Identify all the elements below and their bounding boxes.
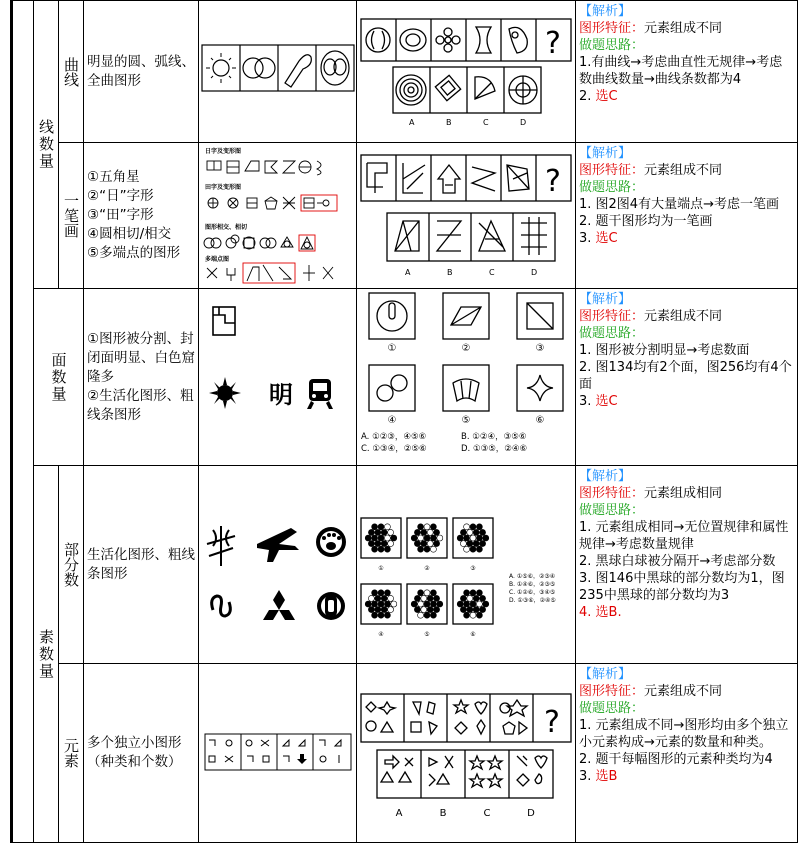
examples-elements	[199, 664, 357, 843]
ball	[418, 612, 424, 618]
ball	[384, 612, 390, 618]
sub-curve: 曲线	[59, 1, 84, 143]
ball	[368, 607, 374, 613]
svg-text:D. ①③⑤，②④⑥: D. ①③⑤，②④⑥	[461, 444, 528, 454]
svg-text:A: A	[395, 808, 403, 819]
svg-text:⑤: ⑤	[461, 415, 471, 426]
face-example-figures	[199, 289, 357, 461]
ball	[460, 595, 466, 601]
ball	[375, 607, 381, 613]
ball	[368, 595, 374, 601]
ball	[424, 546, 430, 552]
arrow-down-icon	[297, 754, 307, 764]
ball	[414, 595, 420, 601]
ball	[378, 590, 384, 596]
sub-one-stroke: 一笔画	[59, 143, 84, 289]
ball	[414, 607, 420, 613]
section-line-label: 线数量	[34, 1, 59, 289]
svg-text:图形相交、相切: 图形相交、相切	[205, 224, 248, 231]
ball	[473, 607, 479, 613]
question-face	[357, 289, 576, 466]
ball	[473, 595, 479, 601]
ball	[375, 595, 381, 601]
ball	[483, 601, 489, 607]
examples-curve	[199, 1, 357, 143]
question-mark-icon: ?	[545, 164, 561, 199]
ball	[430, 612, 436, 618]
svg-text:C: C	[489, 268, 495, 277]
svg-text:C. ①③④，②⑤⑥: C. ①③④，②⑤⑥	[361, 444, 427, 454]
part-count-example-figures	[199, 466, 357, 659]
ball	[372, 601, 378, 607]
feature-one-stroke: ①五角星 ②“日”字形 ③“田”字形 ④圆相切/相交 ⑤多端点的图形	[84, 143, 199, 289]
analysis-part-count: 【解析】 图形特征：元素组成相同 做题思路： 1. 元素组成相同→无位置规律和属性规律→考虑数量规律 2. 黑球白球被分隔开→考虑部分数 3. 图146中黑球的部分数均为1，图235中黑球的部分数均为3 4. 选B.	[576, 466, 798, 664]
ball	[418, 601, 424, 607]
elements-example-figures	[199, 664, 357, 838]
svg-text:⑤: ⑤	[424, 631, 430, 638]
ball	[411, 601, 417, 607]
ball	[434, 541, 440, 547]
ball	[388, 529, 394, 535]
ball	[476, 612, 482, 618]
ball	[378, 535, 384, 541]
ball	[424, 535, 430, 541]
ball	[470, 546, 476, 552]
svg-text:明: 明	[269, 381, 293, 409]
ball	[421, 541, 427, 547]
ball	[476, 524, 482, 530]
ball	[427, 595, 433, 601]
one-stroke-question-figure	[357, 143, 576, 284]
svg-text:④: ④	[387, 415, 397, 426]
svg-text:田字及变形图: 田字及变形图	[205, 184, 242, 191]
ball	[460, 607, 466, 613]
svg-text:C: C	[483, 808, 491, 819]
svg-text:①: ①	[378, 565, 384, 572]
feature-face: ①图形被分割、封闭面明显、白色窟隆多 ②生活化图形、粗线条图形	[84, 289, 199, 466]
ball	[430, 590, 436, 596]
sub-elements: 元素	[59, 664, 84, 843]
ball	[473, 529, 479, 535]
svg-text:A: A	[405, 268, 411, 277]
ball	[384, 601, 390, 607]
ball	[430, 601, 436, 607]
analysis-one-stroke: 【解析】 图形特征：元素组成不同 做题思路： 1. 图2图4有大量端点→考虑一笔画 2. 题干图形均为一笔画 3. 选C	[576, 143, 798, 289]
ball	[460, 529, 466, 535]
question-mark-icon: ?	[544, 705, 560, 740]
svg-text:A. ①②③，④⑤⑥: A. ①②③，④⑤⑥	[361, 432, 427, 442]
ball	[430, 535, 436, 541]
face-question-figure	[357, 289, 576, 461]
ball	[384, 535, 390, 541]
ball	[381, 529, 387, 535]
ball	[464, 601, 470, 607]
ball	[421, 529, 427, 535]
curve-example-figures	[199, 1, 357, 138]
feature-curve: 明显的圆、弧线、全曲图形	[84, 1, 199, 143]
ball	[424, 590, 430, 596]
ball	[384, 524, 390, 530]
ball	[375, 529, 381, 535]
ball	[375, 541, 381, 547]
ball	[476, 590, 482, 596]
ball	[378, 546, 384, 552]
ball	[480, 529, 486, 535]
ball	[470, 535, 476, 541]
ball	[418, 535, 424, 541]
ball	[434, 607, 440, 613]
svg-text:A: A	[409, 118, 415, 127]
ball	[365, 535, 371, 541]
ball	[388, 607, 394, 613]
ball	[464, 590, 470, 596]
svg-text:①: ①	[387, 343, 397, 354]
svg-text:③: ③	[470, 565, 476, 572]
ball	[437, 601, 443, 607]
ball	[430, 546, 436, 552]
ball	[470, 612, 476, 618]
curve-question-figure	[357, 1, 576, 138]
left-margin-col	[12, 1, 34, 843]
svg-text:B: B	[439, 808, 447, 819]
section-face-label: 面数量	[34, 289, 84, 466]
ball	[384, 546, 390, 552]
row-curve	[12, 1, 798, 143]
ball	[464, 535, 470, 541]
ball	[388, 595, 394, 601]
ball	[424, 612, 430, 618]
ball	[414, 541, 420, 547]
ball	[467, 541, 473, 547]
ball	[372, 612, 378, 618]
examples-face	[199, 289, 357, 466]
svg-text:D: D	[527, 808, 535, 819]
ball	[414, 529, 420, 535]
ball	[427, 607, 433, 613]
ball	[427, 541, 433, 547]
ball	[480, 595, 486, 601]
svg-text:③: ③	[535, 343, 545, 354]
svg-text:⑥: ⑥	[535, 415, 545, 426]
row-elements	[12, 664, 798, 843]
question-elements	[357, 664, 576, 843]
ball	[473, 541, 479, 547]
ball	[388, 541, 394, 547]
svg-text:④: ④	[378, 631, 384, 638]
row-part-count	[12, 466, 798, 664]
ball	[418, 546, 424, 552]
ball	[372, 546, 378, 552]
feature-part-count: 生活化图形、粗线条图形	[84, 466, 199, 664]
ball	[460, 541, 466, 547]
ball	[434, 595, 440, 601]
ball	[381, 607, 387, 613]
row-face	[12, 289, 798, 466]
ball	[430, 524, 436, 530]
ball	[427, 529, 433, 535]
svg-text:B. ①④⑥，②③⑤: B. ①④⑥，②③⑤	[509, 581, 556, 588]
ball	[418, 590, 424, 596]
ball	[368, 529, 374, 535]
svg-text:多端点图: 多端点图	[205, 256, 230, 263]
feature-elements: 多个独立小图形（种类和个数）	[84, 664, 199, 843]
ball	[424, 601, 430, 607]
examples-part-count	[199, 466, 357, 664]
ball	[391, 601, 397, 607]
svg-text:C: C	[483, 118, 489, 127]
examples-one-stroke	[199, 143, 357, 289]
ball	[476, 546, 482, 552]
ball	[411, 535, 417, 541]
ball	[457, 535, 463, 541]
svg-text:D. ①③⑥，②④⑤: D. ①③⑥，②④⑤	[509, 597, 556, 604]
ball	[418, 524, 424, 530]
analysis-curve: 【解析】 图形特征：元素组成不同 做题思路： 1.有曲线→考虑曲直性无规律→考虑数曲线数量→曲线条数都为4 2. 选C	[576, 1, 798, 143]
svg-text:日字及变形图: 日字及变形图	[205, 148, 242, 155]
ball	[437, 535, 443, 541]
analysis-face: 【解析】 图形特征：元素组成不同 做题思路： 1. 图形被分割明显→考虑数面 2. 图134均有2个面，图256均有4个面 3. 选C	[576, 289, 798, 466]
svg-text:D: D	[531, 268, 538, 277]
ball	[424, 524, 430, 530]
ball	[381, 595, 387, 601]
question-part-count	[357, 466, 576, 664]
ball	[368, 541, 374, 547]
ball	[421, 607, 427, 613]
ball	[372, 590, 378, 596]
ball	[372, 524, 378, 530]
ball	[434, 529, 440, 535]
ball	[470, 590, 476, 596]
ball	[464, 524, 470, 530]
ball	[476, 601, 482, 607]
part-count-question-figure	[357, 466, 576, 659]
ball	[378, 601, 384, 607]
svg-text:B. ①②④，③⑤⑥: B. ①②④，③⑤⑥	[461, 432, 527, 442]
ball	[480, 541, 486, 547]
ball	[381, 541, 387, 547]
analysis-elements: 【解析】 图形特征：元素组成不同 做题思路： 1. 元素组成不同→图形均由多个独立小元素构成→元素的数量和种类。 2. 题干每幅图形的元素种类均为4 3. 选B	[576, 664, 798, 843]
ball	[365, 601, 371, 607]
question-one-stroke	[357, 143, 576, 289]
svg-text:②: ②	[424, 565, 430, 572]
svg-text:A. ①⑤⑥，②③④: A. ①⑤⑥，②③④	[509, 573, 556, 580]
ball	[421, 595, 427, 601]
svg-text:D: D	[520, 118, 527, 127]
question-mark-icon: ?	[545, 26, 561, 61]
ball	[464, 546, 470, 552]
question-curve	[357, 1, 576, 143]
svg-text:⑥: ⑥	[470, 631, 476, 638]
svg-text:B: B	[447, 268, 453, 277]
ball	[464, 612, 470, 618]
ball	[457, 601, 463, 607]
rules-table	[10, 0, 798, 843]
svg-text:C. ①②⑥，③④⑤: C. ①②⑥，③④⑤	[509, 589, 556, 596]
svg-text:②: ②	[461, 343, 471, 354]
ball	[467, 529, 473, 535]
elements-question-figure	[357, 664, 576, 838]
one-stroke-example-figures	[199, 143, 357, 284]
ball	[391, 535, 397, 541]
ball	[384, 590, 390, 596]
svg-text:B: B	[446, 118, 452, 127]
row-one-stroke	[12, 143, 798, 289]
ball	[476, 535, 482, 541]
ball	[470, 524, 476, 530]
ball	[467, 607, 473, 613]
ball	[467, 595, 473, 601]
ball	[378, 524, 384, 530]
ball	[483, 535, 489, 541]
ball	[480, 607, 486, 613]
ball	[372, 535, 378, 541]
ball	[378, 612, 384, 618]
ball	[470, 601, 476, 607]
section-element-label: 素数量	[34, 466, 59, 843]
sub-part-count: 部分数	[59, 466, 84, 664]
